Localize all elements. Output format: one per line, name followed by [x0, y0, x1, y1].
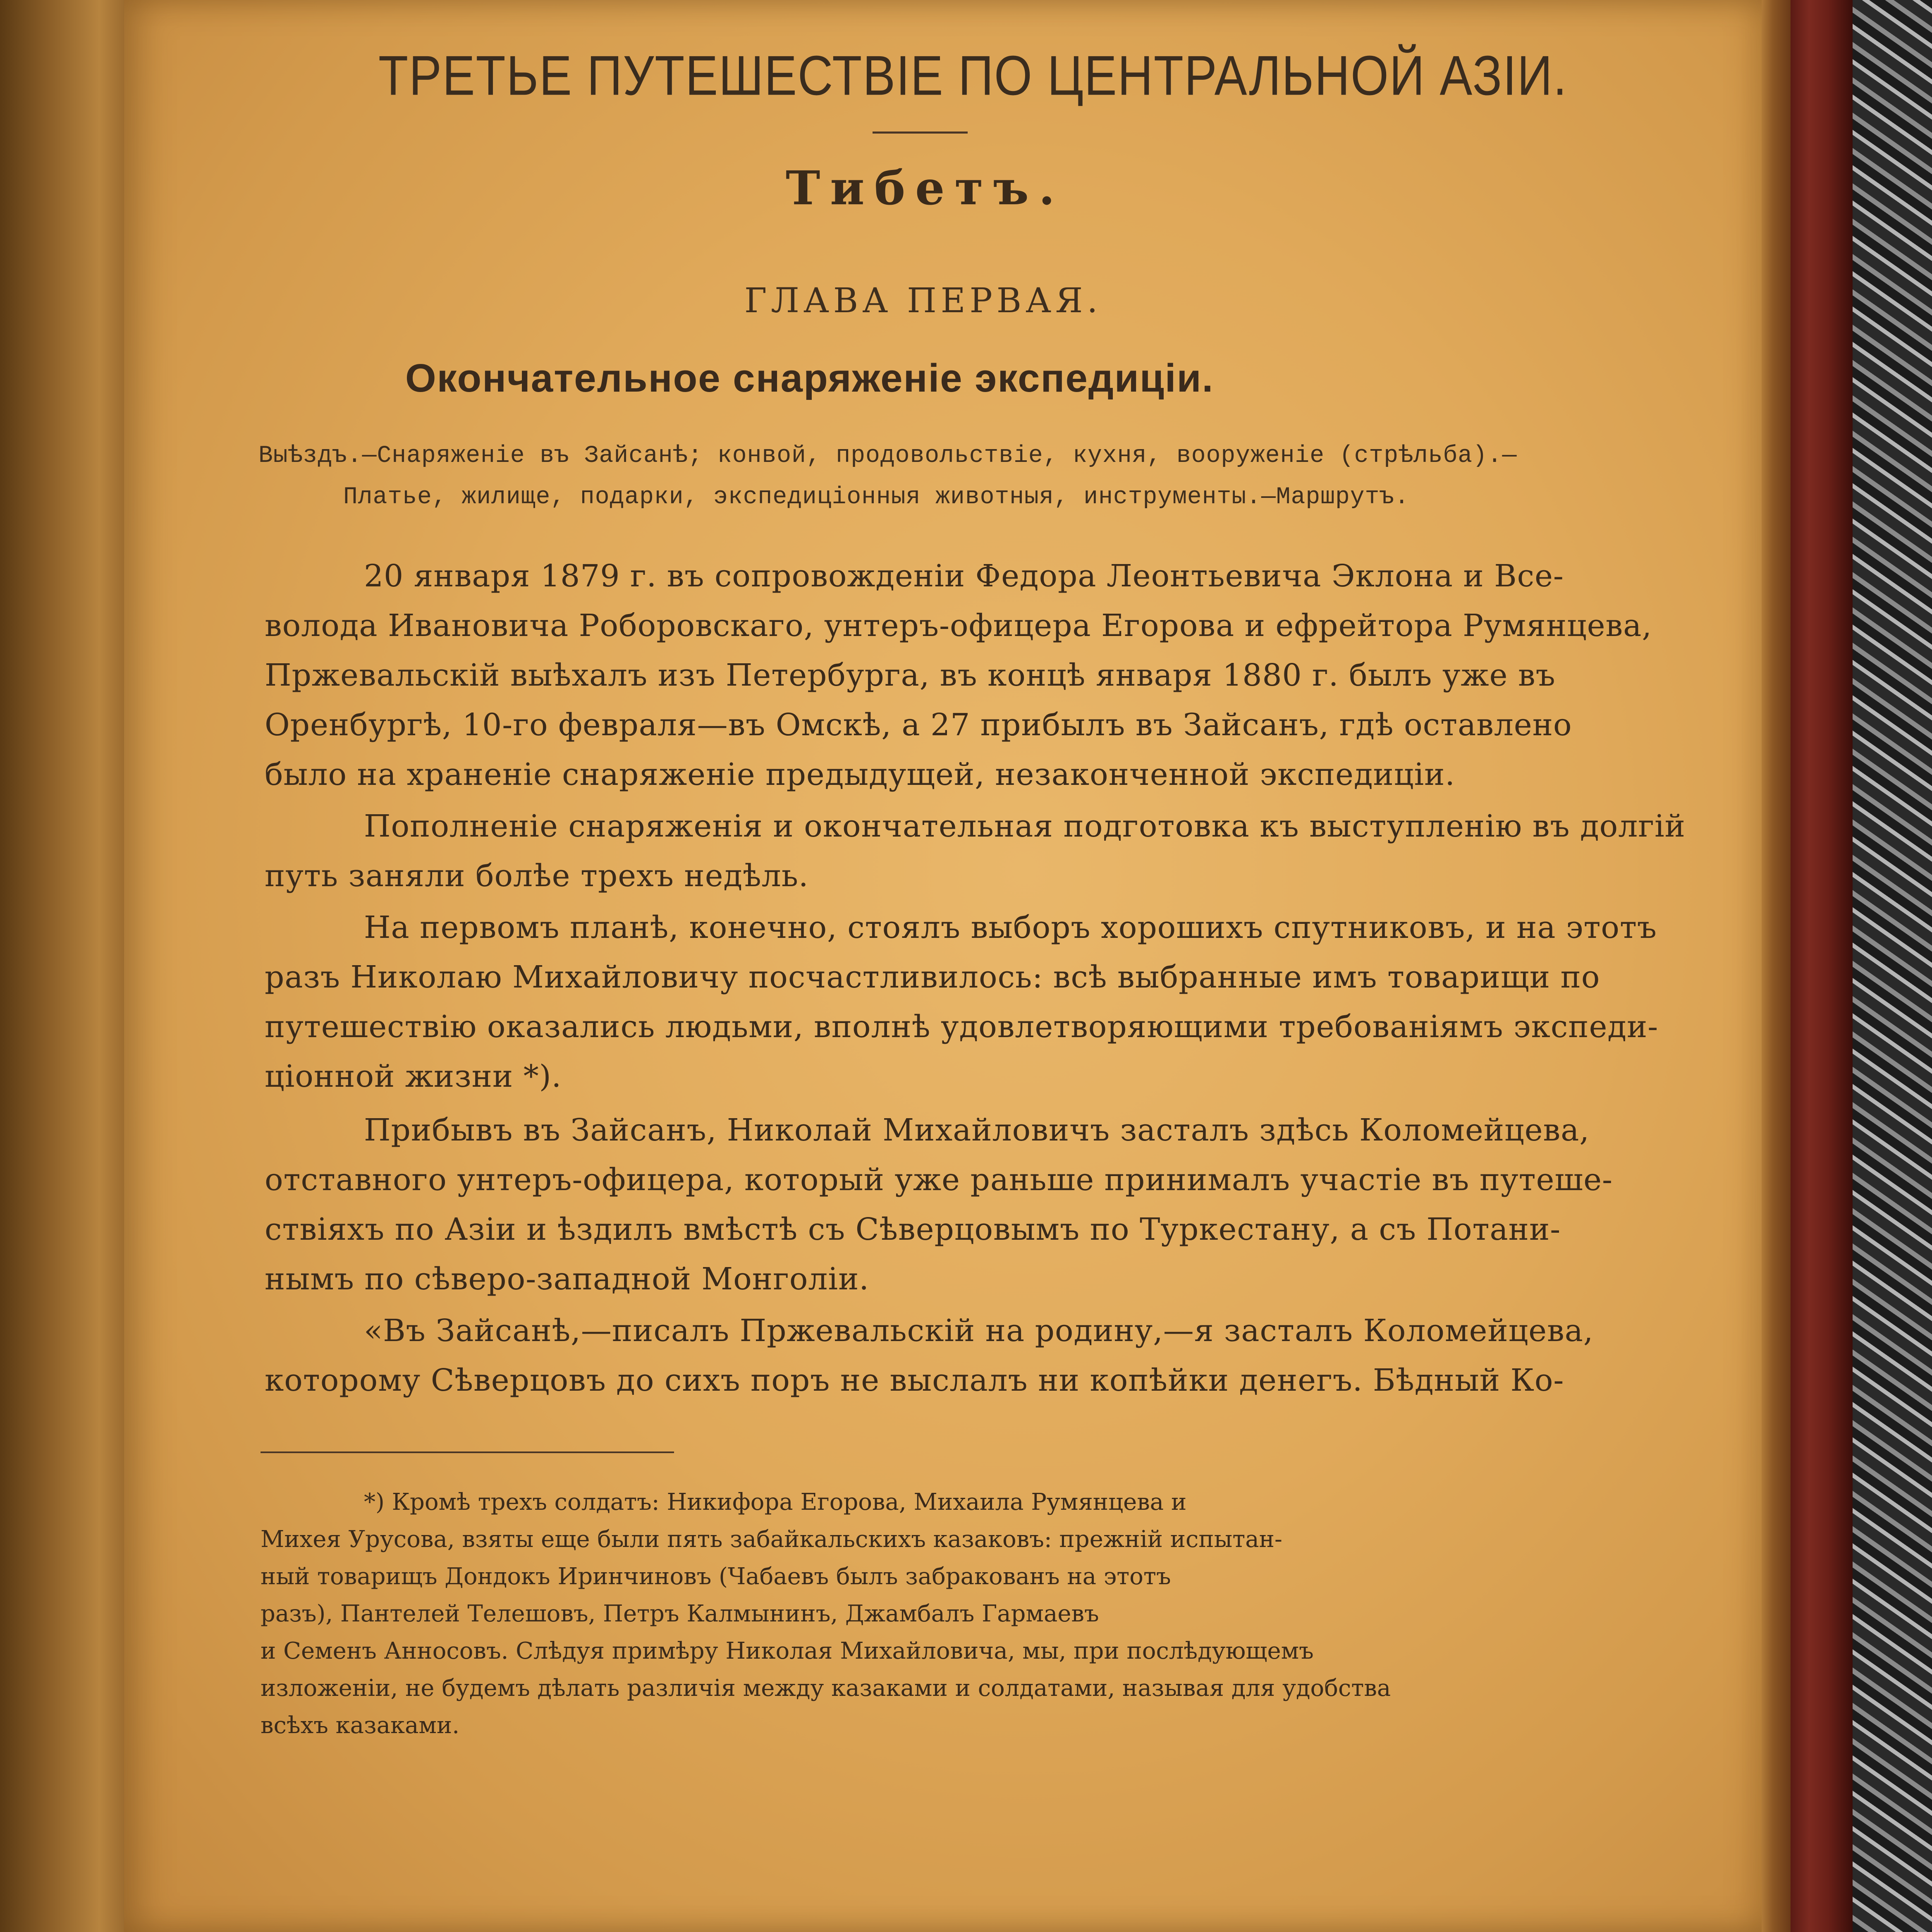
body-line: нымъ по сѣверо-западной Монголіи. [265, 1261, 869, 1297]
body-line: было на храненіе снаряженіе предыдущей, незаконченной экспедиціи. [265, 757, 1455, 792]
footnote-line: разъ), Пантелей Телешовъ, Петръ Калмынинъ, Джамбалъ Гармаевъ [261, 1600, 1099, 1627]
section-title: Тибетъ. [786, 161, 1065, 215]
body-line: разъ Николаю Михайловичу посчастливилось: всѣ выбранные имъ товарищи по [265, 959, 1600, 995]
background-cloth [1853, 0, 1932, 1932]
footnote-line: изложеніи, не будемъ дѣлать различія между казаками и солдатами, называя для удобства [261, 1675, 1391, 1702]
footnote-line: всѣхъ казаками. [261, 1712, 460, 1739]
footnote-divider [261, 1451, 674, 1453]
body-line: Пржевальскій выѣхалъ изъ Петербурга, въ концѣ января 1880 г. былъ уже въ [265, 658, 1556, 693]
body-line: На первомъ планѣ, конечно, стоялъ выборъ хорошихъ спутниковъ, и на этотъ [364, 910, 1657, 945]
body-line: «Въ Зайсанѣ,—писалъ Пржевальскій на родину,—я засталъ Коломейцева, [364, 1313, 1594, 1349]
footnote-line: ный товарищъ Дондокъ Иринчиновъ (Чабаевъ былъ забракованъ на этотъ [261, 1563, 1171, 1590]
chapter-summary-line: Выѣздъ.—Снаряженіе въ Зайсанѣ; конвой, продовольствіе, кухня, вооруженіе (стрѣльба).— [258, 442, 1517, 469]
body-line: Оренбургѣ, 10-го февраля—въ Омскѣ, а 27 прибылъ въ Зайсанъ, гдѣ оставлено [265, 707, 1572, 743]
body-line: Пополненіе снаряженія и окончательная подготовка къ выступленію въ долгій [364, 808, 1686, 844]
footnote-line: *) Кромѣ трехъ солдатъ: Никифора Егорова, Михаила Румянцева и [364, 1489, 1187, 1516]
chapter-heading: Окончательное снаряженіе экспедиціи. [405, 356, 1214, 400]
body-line: путешествію оказались людьми, вполнѣ удовлетворяющими требованіямъ экспеди- [265, 1009, 1659, 1045]
body-line: отставного унтеръ-офицера, который уже раньше принималъ участіе въ путеше- [265, 1162, 1613, 1198]
footnote-line: и Семенъ Анносовъ. Слѣдуя примѣру Николая Михайловича, мы, при послѣдующемъ [261, 1638, 1314, 1664]
facing-page-edge [0, 0, 124, 1932]
body-line: Прибывъ въ Зайсанъ, Николай Михайловичъ засталъ здѣсь Коломейцева, [364, 1112, 1590, 1148]
body-line: путь заняли болѣе трехъ недѣль. [265, 858, 809, 894]
body-line: ціонной жизни *). [265, 1059, 562, 1094]
leather-cover [1791, 0, 1853, 1932]
body-line: 20 января 1879 г. въ сопровожденіи Федора Леонтьевича Эклона и Все- [364, 558, 1564, 594]
book-title: ТРЕТЬЕ ПУТЕШЕСТВІЕ ПО ЦЕНТРАЛЬНОЙ АЗІИ. [378, 44, 1568, 108]
title-divider [873, 132, 968, 134]
body-line: волода Ивановича Роборовскаго, унтеръ-офицера Егорова и ефрейтора Румянцева, [265, 608, 1652, 643]
body-line: ствіяхъ по Азіи и ѣздилъ вмѣстѣ съ Сѣверцовымъ по Туркестану, а съ Потани- [265, 1212, 1561, 1247]
chapter-summary-line: Платье, жилище, подарки, экспедиціонныя животныя, инструменты.—Маршрутъ. [343, 484, 1410, 511]
page-block-edge [1762, 0, 1791, 1932]
chapter-label: ГЛАВА ПЕРВАЯ. [744, 281, 1102, 320]
body-line: которому Сѣверцовъ до сихъ поръ не выслалъ ни копѣйки денегъ. Бѣдный Ко- [265, 1363, 1564, 1398]
footnote-line: Михея Урусова, взяты еще были пять забайкальскихъ казаковъ: прежній испытан- [261, 1526, 1282, 1553]
